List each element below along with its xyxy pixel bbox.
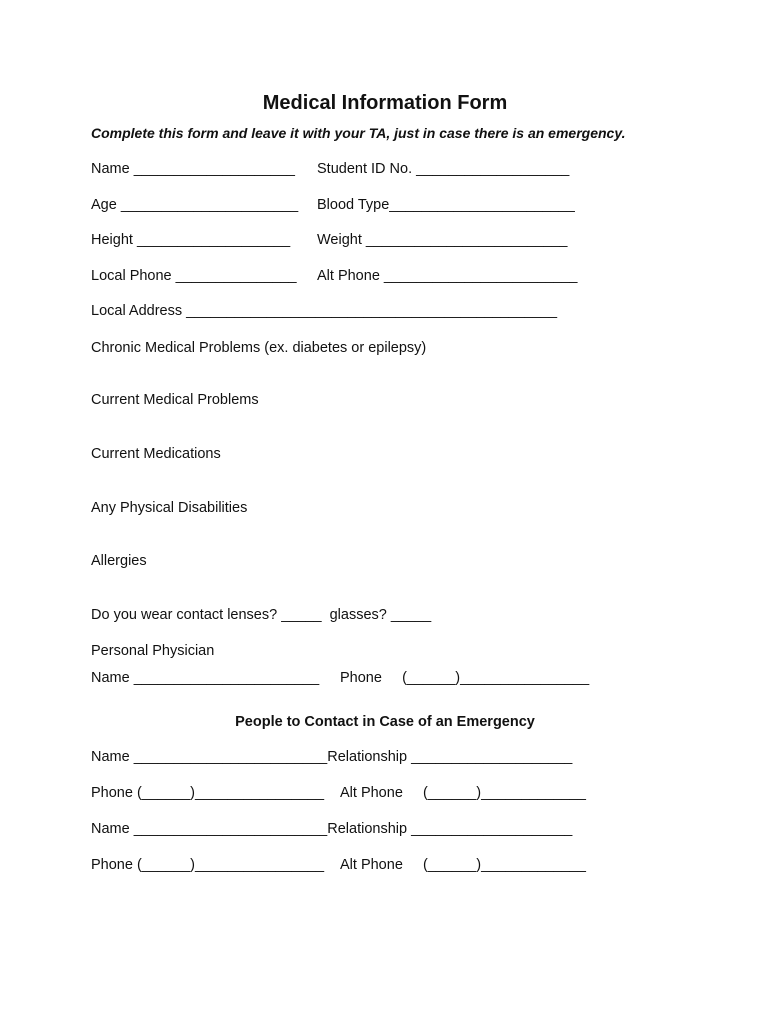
physician-name-field: Name _______________________ bbox=[91, 670, 320, 686]
current-problems-label: Current Medical Problems bbox=[91, 392, 259, 408]
contact2-phone-field: Phone (______)________________ bbox=[91, 857, 325, 873]
contact2-alt-phone-field: Alt Phone (______)_____________ bbox=[340, 857, 586, 873]
physical-disabilities-label: Any Physical Disabilities bbox=[91, 500, 248, 516]
contact1-alt-phone-field: Alt Phone (______)_____________ bbox=[340, 785, 586, 801]
blood-type-field: Blood Type_______________________ bbox=[317, 197, 575, 213]
chronic-problems-label: Chronic Medical Problems (ex. diabetes or epilepsy) bbox=[91, 340, 427, 356]
contacts-glasses-field: Do you wear contact lenses? _____ glasses? _____ bbox=[91, 607, 432, 623]
name-field: Name ____________________ bbox=[91, 161, 295, 177]
current-medications-label: Current Medications bbox=[91, 446, 221, 462]
allergies-label: Allergies bbox=[91, 553, 147, 569]
contact2-name-field: Name ________________________Relationship ____________________ bbox=[91, 821, 573, 837]
student-id-field: Student ID No. ___________________ bbox=[317, 161, 570, 177]
page-subtitle: Complete this form and leave it with your TA, just in case there is an emergency. bbox=[91, 125, 626, 141]
local-phone-field: Local Phone _______________ bbox=[91, 268, 297, 284]
local-address-field: Local Address ______________________________________________ bbox=[91, 303, 558, 319]
height-field: Height ___________________ bbox=[91, 232, 291, 248]
alt-phone-field: Alt Phone ________________________ bbox=[317, 268, 578, 284]
physician-phone-field: Phone (______)________________ bbox=[340, 670, 590, 686]
emergency-heading: People to Contact in Case of an Emergency bbox=[235, 714, 535, 730]
contact1-name-field: Name ________________________Relationship ____________________ bbox=[91, 749, 573, 765]
physician-label: Personal Physician bbox=[91, 643, 215, 659]
page-title: Medical Information Form bbox=[262, 92, 508, 114]
age-field: Age ______________________ bbox=[91, 197, 299, 213]
contact1-phone-field: Phone (______)________________ bbox=[91, 785, 325, 801]
weight-field: Weight _________________________ bbox=[317, 232, 568, 248]
